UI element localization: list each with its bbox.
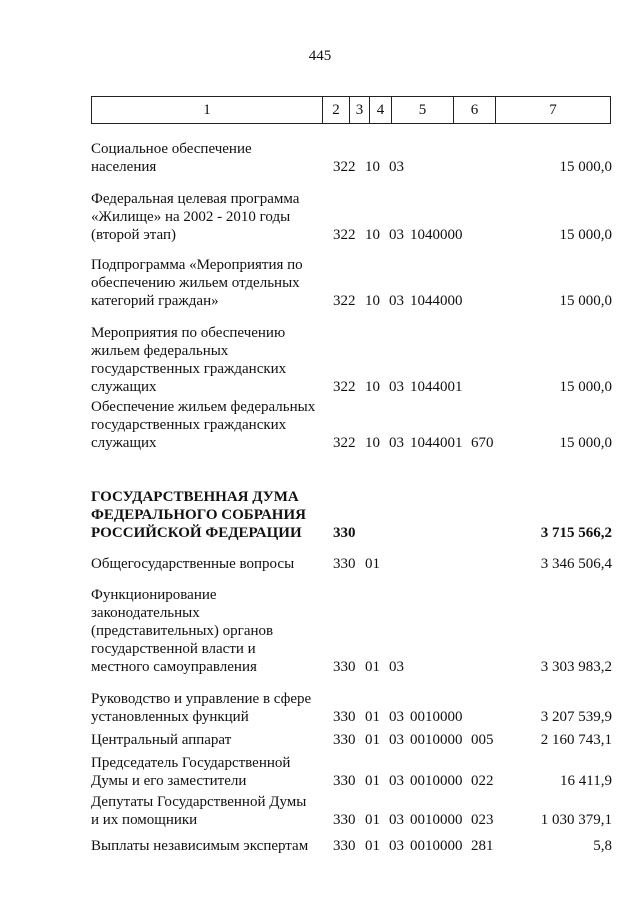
code-gr: 330 bbox=[333, 556, 356, 572]
row-name-line: Руководство и управление в сфере bbox=[91, 691, 312, 707]
code-vr: 670 bbox=[471, 435, 494, 451]
row-name-line: государственной власти и bbox=[91, 641, 256, 657]
code-gr: 322 bbox=[333, 379, 356, 395]
code-cs: 1044001 bbox=[410, 435, 463, 451]
row-name-line: ГОСУДАРСТВЕННАЯ ДУМА bbox=[91, 489, 299, 505]
row-name bbox=[91, 586, 321, 676]
row-amount: 3 346 506,4 bbox=[540, 556, 612, 572]
row-name-line: служащих bbox=[91, 379, 157, 395]
row-amount: 2 160 743,1 bbox=[540, 732, 612, 748]
code-rz: 01 bbox=[365, 709, 380, 725]
row-name-line: обеспечению жильем отдельных bbox=[91, 275, 300, 291]
table-row bbox=[0, 586, 640, 676]
row-name-line: Подпрограмма «Мероприятия по bbox=[91, 257, 303, 273]
code-gr: 330 bbox=[333, 812, 356, 828]
code-rz: 01 bbox=[365, 659, 380, 675]
row-amount: 3 715 566,2 bbox=[540, 525, 612, 541]
row-name-line: государственных гражданских bbox=[91, 361, 287, 377]
row-name bbox=[91, 793, 321, 829]
code-rz: 01 bbox=[365, 556, 380, 572]
row-name-line: и их помощники bbox=[91, 812, 198, 828]
row-name-line: установленных функций bbox=[91, 709, 249, 725]
code-rz: 10 bbox=[365, 435, 380, 451]
code-rz: 10 bbox=[365, 379, 380, 395]
code-gr: 330 bbox=[333, 838, 356, 854]
row-name-line: служащих bbox=[91, 435, 157, 451]
row-amount: 5,8 bbox=[593, 838, 612, 854]
row-name bbox=[91, 690, 321, 726]
code-rz: 01 bbox=[365, 812, 380, 828]
header-col-2: 2 bbox=[322, 97, 349, 123]
code-gr: 322 bbox=[333, 293, 356, 309]
row-name bbox=[91, 754, 321, 790]
header-col-4: 4 bbox=[369, 97, 391, 123]
table-row bbox=[0, 754, 640, 790]
code-gr: 322 bbox=[333, 159, 356, 175]
row-name-line: Социальное обеспечение bbox=[91, 141, 252, 157]
row-name-line: жильем федеральных bbox=[91, 343, 229, 359]
row-name-line: Обеспечение жильем федеральных bbox=[91, 399, 316, 415]
code-cs: 1044000 bbox=[410, 293, 463, 309]
code-pr: 03 bbox=[389, 732, 404, 748]
table-row bbox=[0, 256, 640, 310]
page-number: 445 bbox=[308, 48, 332, 64]
row-name-line: Депутаты Государственной Думы bbox=[91, 794, 307, 810]
code-vr: 005 bbox=[471, 732, 494, 748]
code-vr: 281 bbox=[471, 838, 494, 854]
row-name-line: Федеральная целевая программа bbox=[91, 191, 300, 207]
code-rz: 01 bbox=[365, 773, 380, 789]
header-col-5: 5 bbox=[391, 97, 453, 123]
code-rz: 10 bbox=[365, 293, 380, 309]
row-name-line: ФЕДЕРАЛЬНОГО СОБРАНИЯ bbox=[91, 507, 306, 523]
row-name bbox=[91, 398, 321, 452]
row-name-line: местного самоуправления bbox=[91, 659, 257, 675]
code-gr: 330 bbox=[333, 732, 356, 748]
code-gr: 330 bbox=[333, 773, 356, 789]
row-name-line: категорий граждан» bbox=[91, 293, 219, 309]
header-col-1: 1 bbox=[91, 97, 322, 123]
header-col-3: 3 bbox=[349, 97, 369, 123]
header-col-7: 7 bbox=[495, 97, 611, 123]
code-rz: 10 bbox=[365, 227, 380, 243]
row-name bbox=[91, 488, 321, 542]
header-col-6: 6 bbox=[453, 97, 495, 123]
code-pr: 03 bbox=[389, 812, 404, 828]
code-pr: 03 bbox=[389, 709, 404, 725]
row-amount: 15 000,0 bbox=[559, 379, 612, 395]
row-name bbox=[91, 837, 321, 855]
code-gr: 322 bbox=[333, 227, 356, 243]
code-pr: 03 bbox=[389, 435, 404, 451]
row-amount: 1 030 379,1 bbox=[540, 812, 612, 828]
code-pr: 03 bbox=[389, 159, 404, 175]
row-amount: 3 207 539,9 bbox=[540, 709, 612, 725]
row-name bbox=[91, 324, 321, 396]
row-name bbox=[91, 731, 321, 749]
row-name bbox=[91, 140, 321, 176]
code-vr: 022 bbox=[471, 773, 494, 789]
row-amount: 15 000,0 bbox=[559, 435, 612, 451]
code-pr: 03 bbox=[389, 293, 404, 309]
code-vr: 023 bbox=[471, 812, 494, 828]
row-name-line: Функционирование bbox=[91, 587, 217, 603]
code-rz: 01 bbox=[365, 838, 380, 854]
row-name-line: (второй этап) bbox=[91, 227, 176, 243]
code-cs: 1040000 bbox=[410, 227, 463, 243]
code-rz: 01 bbox=[365, 732, 380, 748]
table-row bbox=[0, 398, 640, 452]
code-pr: 03 bbox=[389, 838, 404, 854]
table-row bbox=[0, 488, 640, 542]
row-name-line: (представительных) органов bbox=[91, 623, 274, 639]
row-amount: 16 411,9 bbox=[560, 773, 612, 789]
table-row bbox=[0, 731, 640, 749]
table-row bbox=[0, 324, 640, 396]
code-gr: 322 bbox=[333, 435, 356, 451]
code-gr: 330 bbox=[333, 709, 356, 725]
row-amount: 15 000,0 bbox=[559, 293, 612, 309]
table-row bbox=[0, 190, 640, 244]
row-amount: 15 000,0 bbox=[559, 159, 612, 175]
table-row bbox=[0, 555, 640, 573]
row-name-line: Общегосударственные вопросы bbox=[91, 556, 295, 572]
code-pr: 03 bbox=[389, 227, 404, 243]
code-pr: 03 bbox=[389, 379, 404, 395]
row-name-line: «Жилище» на 2002 - 2010 годы bbox=[91, 209, 291, 225]
row-name-line: Думы и его заместители bbox=[91, 773, 247, 789]
row-name-line: государственных гражданских bbox=[91, 417, 287, 433]
row-name-line: Мероприятия по обеспечению bbox=[91, 325, 286, 341]
row-name-line: Центральный аппарат bbox=[91, 732, 232, 748]
code-cs: 0010000 bbox=[410, 838, 463, 854]
table-row bbox=[0, 690, 640, 726]
code-pr: 03 bbox=[389, 659, 404, 675]
table-row bbox=[0, 837, 640, 855]
row-name-line: РОССИЙСКОЙ ФЕДЕРАЦИИ bbox=[91, 525, 302, 541]
row-amount: 15 000,0 bbox=[559, 227, 612, 243]
row-name-line: законодательных bbox=[91, 605, 200, 621]
row-name-line: населения bbox=[91, 159, 157, 175]
code-cs: 0010000 bbox=[410, 732, 463, 748]
code-pr: 03 bbox=[389, 773, 404, 789]
code-cs: 0010000 bbox=[410, 773, 463, 789]
row-name bbox=[91, 555, 321, 573]
code-rz: 10 bbox=[365, 159, 380, 175]
row-name-line: Председатель Государственной bbox=[91, 755, 291, 771]
table-row bbox=[0, 140, 640, 176]
code-gr: 330 bbox=[333, 659, 356, 675]
table-row bbox=[0, 793, 640, 829]
row-name bbox=[91, 256, 321, 310]
code-cs: 0010000 bbox=[410, 812, 463, 828]
table-header bbox=[91, 96, 611, 124]
row-name bbox=[91, 190, 321, 244]
row-amount: 3 303 983,2 bbox=[540, 659, 612, 675]
code-cs: 0010000 bbox=[410, 709, 463, 725]
row-name-line: Выплаты независимым экспертам bbox=[91, 838, 309, 854]
code-cs: 1044001 bbox=[410, 379, 463, 395]
code-gr: 330 bbox=[333, 525, 356, 541]
